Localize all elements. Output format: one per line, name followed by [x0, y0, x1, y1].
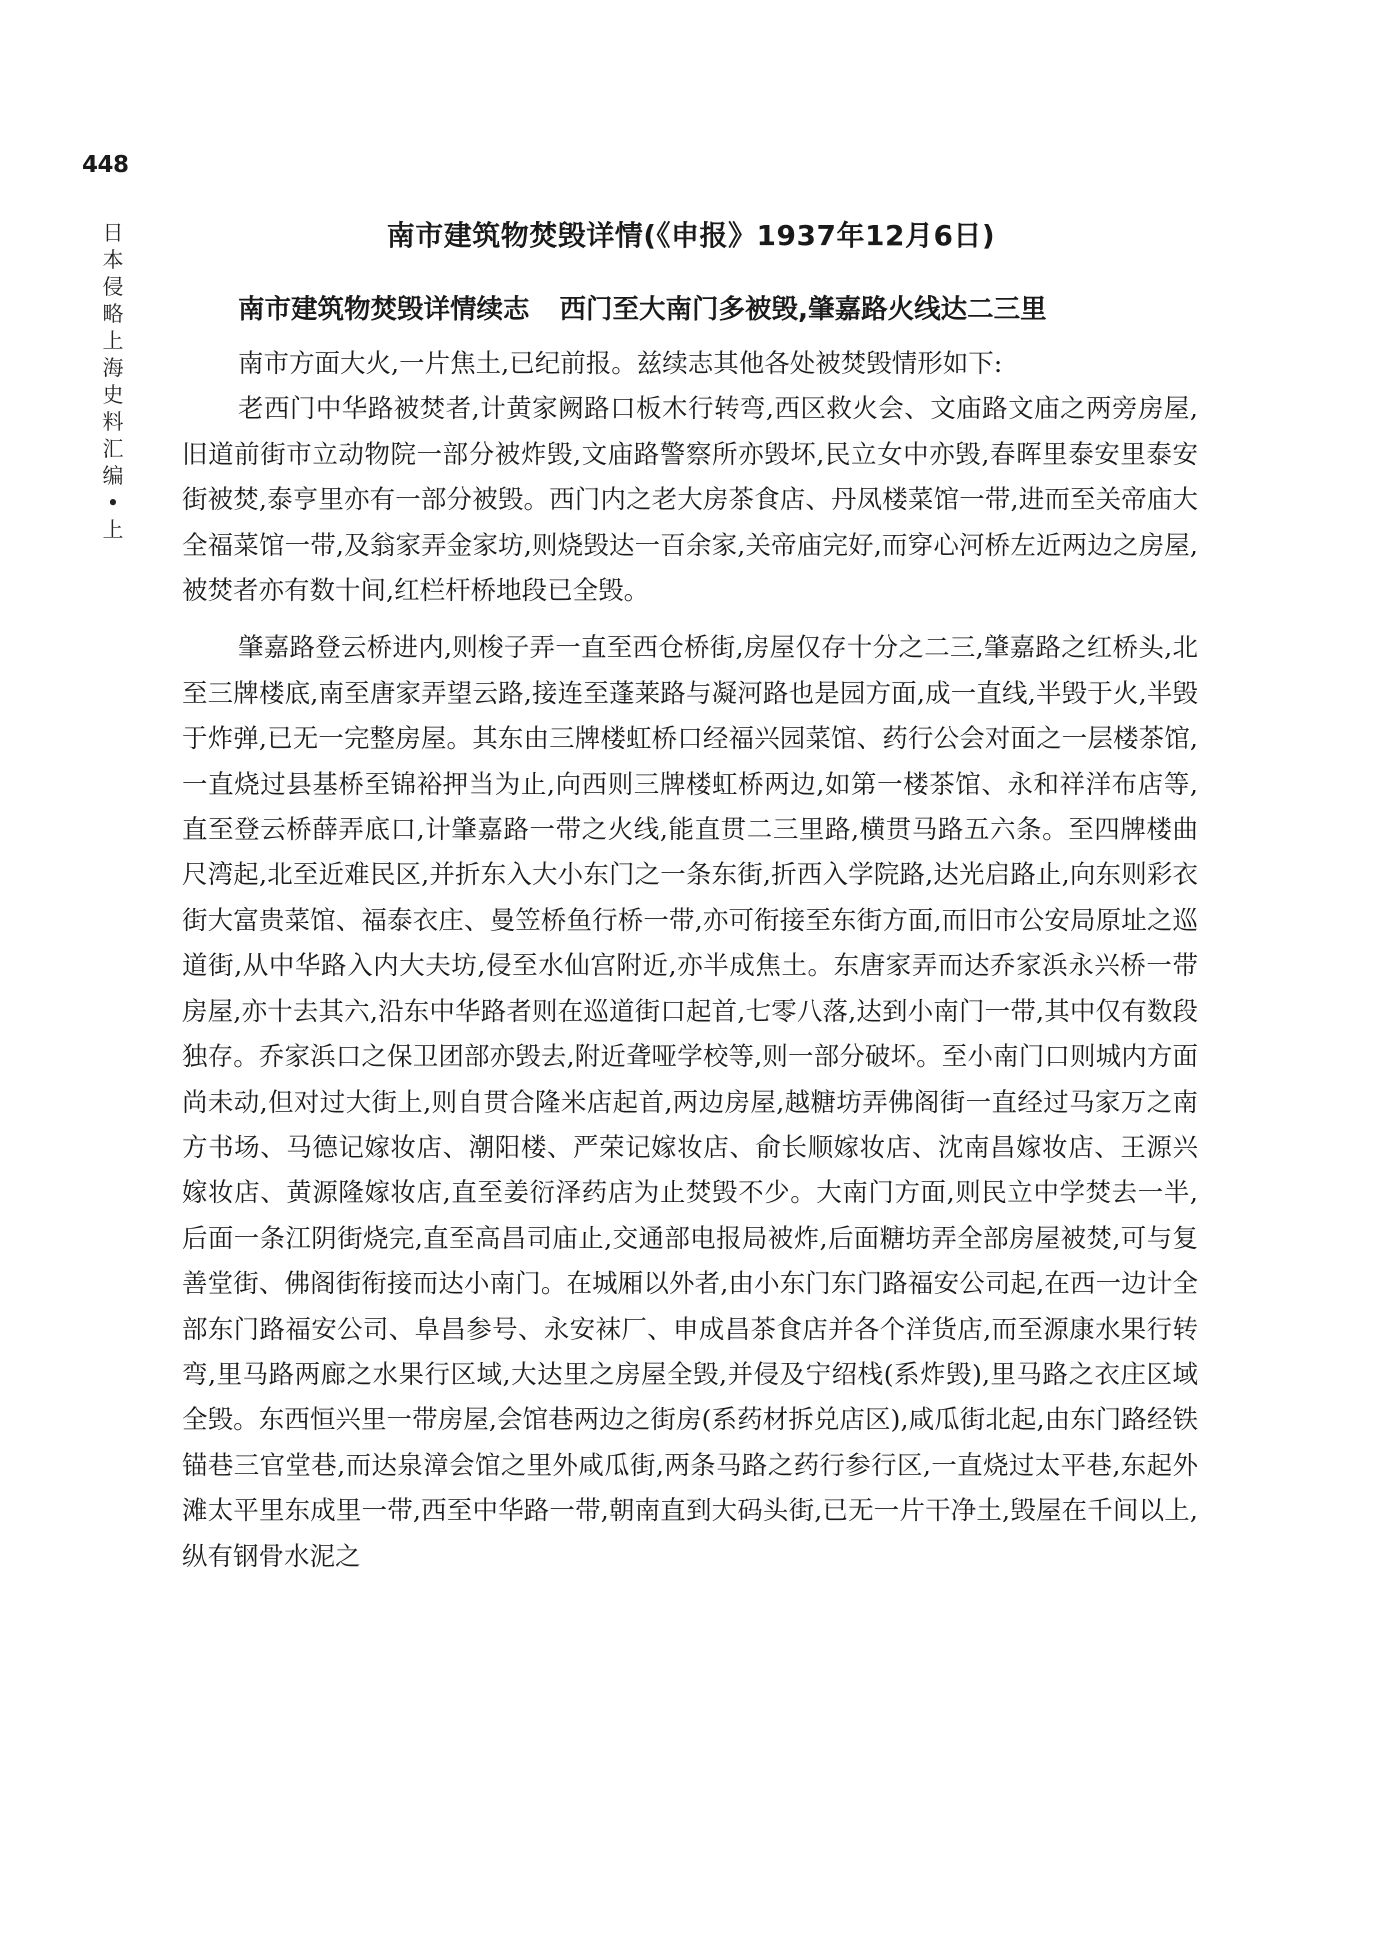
running-head-char: 日	[102, 221, 124, 245]
running-head-char: 汇	[102, 437, 124, 461]
running-head-char: 上	[102, 329, 124, 353]
sub-heading-part-1: 南市建筑物焚毁详情续志	[238, 294, 530, 325]
running-head-char: 编	[102, 464, 124, 488]
page-number: 448	[82, 152, 129, 178]
running-head-char: 本	[102, 248, 124, 272]
paragraph: 肇嘉路登云桥进内,则梭子弄一直至西仓桥街,房屋仅存十分之二三,肇嘉路之红桥头,北至三牌楼底,南至唐家弄望云路,接连至蓬莱路与凝河路也是园方面,成一直线,半毁于火,半毁于炸弹,已无一完整房屋。其东由三牌楼虹桥口经福兴园菜馆、药行公会对面之一层楼茶馆,一直烧过县基桥至锦裕押当为止,向西则三牌楼虹桥两边,如第一楼茶馆、永和祥洋布店等,直至登云桥薛弄底口,计肇嘉路一带之火线,能直贯二三里路,横贯马路五六条。至四牌楼曲尺湾起,北至近难民区,并折东入大小东门之一条东街,折西入学院路,达光启路止,向东则彩衣街大富贵菜馆、福泰衣庄、曼笠桥鱼行桥一带,亦可衔接至东街方面,而旧市公安局原址之巡道街,从中华路入内大夫坊,侵至水仙宫附近,亦半成焦土。东唐家弄而达乔家浜永兴桥一带房屋,亦十去其六,沿东中华路者则在巡道街口起首,七零八落,达到小南门一带,其中仅有数段独存。乔家浜口之保卫团部亦毁去,附近聋哑学校等,则一部分破坏。至小南门口则城内方面尚未动,但对过大街上,则自贯合隆米店起首,两边房屋,越糖坊弄佛阁街一直经过马家万之南方书场、马德记嫁妆店、潮阳楼、严荣记嫁妆店、俞长顺嫁妆店、沈南昌嫁妆店、王源兴嫁妆店、黄源隆嫁妆店,直至姜衍泽药店为止焚毁不少。大南门方面,则民立中学焚去一半,后面一条江阴街烧完,直至高昌司庙止,交通部电报局被炸,后面糖坊弄全部房屋被焚,可与复善堂街、佛阁街衔接而达小南门。在城厢以外者,由小东门东门路福安公司起,在西一边计全部东门路福安公司、阜昌参号、永安袜厂、申成昌茶食店并各个洋货店,而至源康水果行转弯,里马路两廊之水果行区域,大达里之房屋全毁,并侵及宁绍栈(系炸毁),里马路之衣庄区域全毁。东西恒兴里一带房屋,会馆巷两边之街房(系药材拆兑店区),咸瓜街北起,由东门路经铁锚巷三官堂巷,而达泉漳会馆之里外咸瓜街,两条马路之药行参行区,一直烧过太平巷,东起外滩太平里东成里一带,西至中华路一带,朝南直到大码头街,已无一片干净土,毁屋在千间以上,纵有钢骨水泥之	[182, 633, 1198, 1572]
article-title: 南市建筑物焚毁详情(《申报》1937年12月6日)	[386, 219, 996, 252]
running-head-char: 海	[102, 356, 124, 380]
running-head	[98, 220, 128, 544]
paragraph: 南市方面大火,一片焦土,已纪前报。兹续志其他各处被焚毁情形如下:	[238, 349, 1003, 379]
running-head-char: 侵	[102, 275, 124, 299]
body-text	[182, 342, 1198, 1580]
paragraph: 老西门中华路被焚者,计黄家阙路口板木行转弯,西区救火会、文庙路文庙之两旁房屋,旧道前街市立动物院一部分被炸毁,文庙路警察所亦毁坏,民立女中亦毁,春晖里泰安里泰安街被焚,泰亨里亦有一部分被毁。西门内之老大房茶食店、丹凤楼菜馆一带,进而至关帝庙大全福菜馆一带,及翁家弄金家坊,则烧毁达一百余家,关帝庙完好,而穿心河桥左近两边之房屋,被焚者亦有数十间,红栏杆桥地段已全毁。	[182, 394, 1198, 607]
running-head-char: 史	[102, 383, 124, 407]
running-head-char: 略	[102, 302, 124, 326]
running-head-char: •	[106, 491, 120, 515]
sub-heading	[238, 290, 1198, 330]
sub-heading-part-2: 西门至大南门多被毁,肇嘉路火线达二三里	[559, 294, 1047, 325]
running-head-char: 料	[102, 410, 124, 434]
running-head-char: 上	[102, 518, 124, 542]
